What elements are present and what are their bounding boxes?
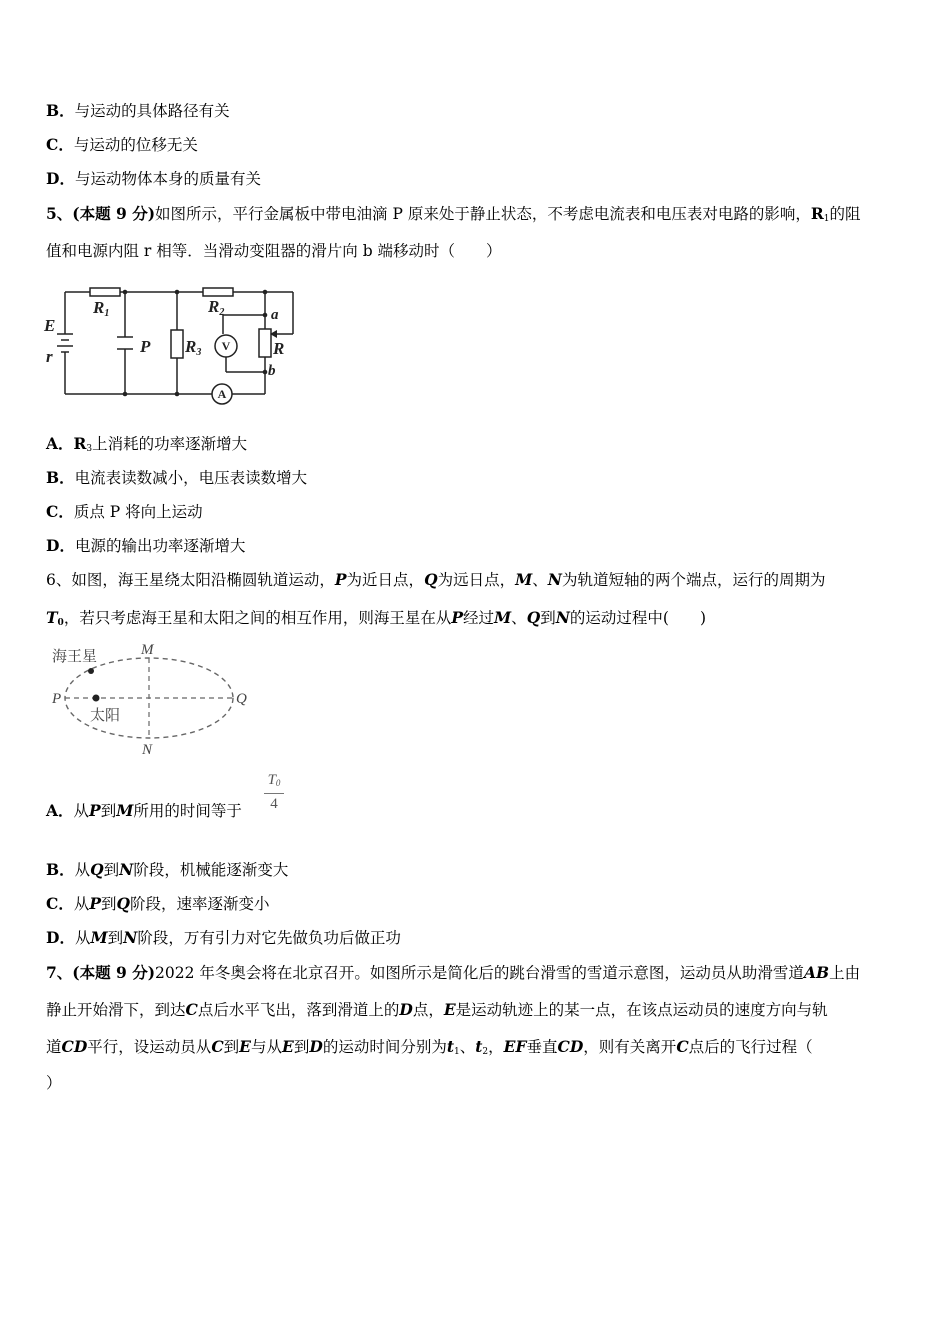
stem-text: ） [46,1074,62,1092]
symbol-c: C [185,1000,198,1019]
stem-text: 经过 [462,609,494,627]
r3-label: R3 [185,337,202,358]
option-label: B． [46,860,75,879]
option-text: 阶段，万有引力对它先做负功后做正功 [137,929,401,947]
symbol-q: Q [424,570,438,589]
symbol-c: C [676,1037,689,1056]
t2-subscript: 2 [482,1047,489,1057]
r3-subscript: 3 [86,444,93,454]
q5-option-c [46,502,203,522]
option-text: 质点 P 将向上运动 [73,503,203,521]
stem-text: 上由 [829,964,861,982]
option-text: 从 [74,861,91,879]
stem-text: 的运动时间分别为 [322,1038,447,1056]
question-number: 7、 [46,963,73,982]
symbol-ab: AB [803,963,830,982]
option-label: D． [46,928,75,947]
q6-option-a [46,801,242,821]
option-text: 从 [74,929,91,947]
option-text: 从 [73,895,90,913]
ammeter-label: A [217,387,227,401]
symbol-n: N [123,928,138,947]
symbol-p: P [89,894,102,913]
a-label: a [271,307,279,323]
stem-text: 2022 年冬奥会将在北京召开。如图所示是简化后的跳台滑雪的雪道示意图，运动员从助滑雪道 [155,964,804,982]
symbol-q: Q [526,608,541,627]
q6-stem-line2 [46,608,706,633]
fraction-denominator: 4 [270,796,278,812]
stem-text: 到 [223,1038,240,1056]
symbol-p: P [451,608,463,627]
option-text: 所用的时间等于 [133,802,242,820]
stem-text: 道 [46,1038,62,1056]
stem-text: 的运动过程中( ) [569,609,706,627]
option-text: 上消耗的功率逐渐增大 [92,435,248,453]
stem-text: 的阻 [829,205,861,223]
symbol-t1: t [446,1037,454,1056]
r-label: R [273,339,285,358]
option-label: A． [46,801,74,820]
option-label: C． [46,894,74,913]
question-number: 6、 [46,571,72,589]
option-text: 电流表读数减小，电压表读数增大 [74,469,308,487]
symbol-p: P [334,570,347,589]
e-label: E [44,316,56,335]
q7-stem-line3 [46,1037,813,1062]
neptune-label: 海王星 [52,649,98,665]
stem-text: 点后水平飞出，落到滑道上的 [197,1001,400,1019]
symbol-q: Q [90,860,104,879]
q4-option-d [46,169,261,189]
symbol-cd: CD [557,1037,584,1056]
option-text: 从 [73,802,90,820]
p-label: P [140,337,151,356]
q5-stem-line2 [46,241,502,261]
symbol-n: N [555,608,570,627]
stem-text: 平行，设运动员从 [87,1038,212,1056]
r1-subscript: 1 [823,214,830,224]
p-label: P [52,691,62,707]
symbol-d: D [309,1037,323,1056]
question-number: 5、 [46,204,73,223]
q5-stem-line1 [46,204,860,229]
symbol-m: M [494,608,512,627]
t-subscript: 0 [57,618,64,628]
n-label: N [142,742,153,758]
stem-text: ，则有关离开 [583,1038,677,1056]
q6-stem-line1 [46,570,825,590]
stem-text: 如图，海王星绕太阳沿椭圆轨道运动， [71,571,335,589]
q7-stem-line1 [46,963,860,983]
option-text: 到 [107,929,124,947]
option-text: 与运动的具体路径有关 [74,102,230,120]
symbol-ef: EF [503,1037,527,1056]
r2-label: R2 [208,297,225,318]
voltmeter-label: V [221,339,231,353]
stem-text: 与从 [251,1038,283,1056]
symbol-e: E [239,1037,251,1056]
stem-text: 、 [532,571,548,589]
option-text: 与运动物体本身的质量有关 [74,170,261,188]
option-label: C． [46,502,74,521]
stem-text: 到 [540,609,556,627]
q6-option-d [46,928,401,948]
symbol-n: N [119,860,134,879]
sun-dot [93,695,100,702]
option-text: 到 [101,895,117,913]
symbol-c: C [211,1037,224,1056]
option-text: 阶段，速率逐渐变小 [130,895,270,913]
option-text: 到 [103,861,120,879]
q5-option-a [46,434,247,459]
q-label: Q [236,691,247,707]
q6-option-c [46,894,270,914]
option-text: 阶段，机械能逐渐变大 [133,861,289,879]
symbol-t: T [46,608,58,627]
q7-stem-line4 [46,1073,62,1093]
option-label: B． [46,101,75,120]
q4-option-b [46,101,230,121]
symbol-n: N [547,570,562,589]
symbol-d: D [399,1000,413,1019]
option-label: C． [46,135,74,154]
r3-symbol: R [73,434,87,453]
q5-option-d [46,536,245,556]
circuit-diagram [40,282,310,412]
neptune-dot [88,668,94,674]
r1-symbol: R [810,204,824,223]
symbol-cd: CD [61,1037,88,1056]
q5-option-b [46,468,307,488]
option-label: B． [46,468,75,487]
q7-stem-line2 [46,1000,828,1020]
stem-text: 如图所示，平行金属板中带电油滴 P 原来处于静止状态，不考虑电流表和电压表对电路的影响， [155,205,811,223]
stem-text: ，若只考虑海王星和太阳之间的相互作用，则海王星在从 [63,609,452,627]
b-label: b [268,363,276,379]
stem-text: 为近日点， [346,571,425,589]
option-label: D． [46,169,75,188]
stem-text: 点， [412,1001,444,1019]
option-text: 电源的输出功率逐渐增大 [74,537,246,555]
stem-text: 为轨道短轴的两个端点，运行的周期为 [561,571,826,589]
q6-option-b [46,860,288,880]
fraction-bar [264,793,284,794]
stem-text: 、 [511,609,527,627]
r1-label: R1 [93,298,110,319]
symbol-m: M [515,570,533,589]
internal-r-label: r [46,347,53,366]
symbol-t2: t [475,1037,483,1056]
symbol-m: M [116,801,134,820]
stem-text: 值和电源内阻 r 相等．当滑动变阻器的滑片向 b 端移动时（ ） [46,242,502,260]
symbol-m: M [90,928,108,947]
option-label: D． [46,536,75,555]
t1-subscript: 1 [454,1047,460,1057]
fraction-t0-over-4 [262,772,286,813]
symbol-e: E [282,1037,294,1056]
stem-text: 是运动轨迹上的某一点，在该点运动员的速度方向与轨 [455,1001,828,1019]
orbit-diagram [44,638,264,760]
stem-text: 点后的飞行过程（ [688,1038,813,1056]
stem-text: 为远日点， [437,571,516,589]
stem-text: 、 [459,1038,476,1056]
stem-text: 到 [293,1038,310,1056]
m-label: M [141,642,154,658]
question-score: (本题 9 分) [72,963,156,982]
symbol-e: E [443,1000,456,1019]
stem-text: ， [488,1038,504,1056]
q4-option-c [46,135,198,155]
sun-label: 太阳 [90,708,121,724]
option-text: 到 [100,802,117,820]
fraction-numerator: $T_0$ [267,772,281,788]
question-score: (本题 9 分) [72,204,156,223]
symbol-p: P [89,801,101,820]
option-label: A． [46,434,74,453]
stem-text: 静止开始滑下，到达 [46,1001,186,1019]
symbol-q: Q [116,894,131,913]
stem-text: 垂直 [526,1038,558,1056]
option-text: 与运动的位移无关 [73,136,198,154]
